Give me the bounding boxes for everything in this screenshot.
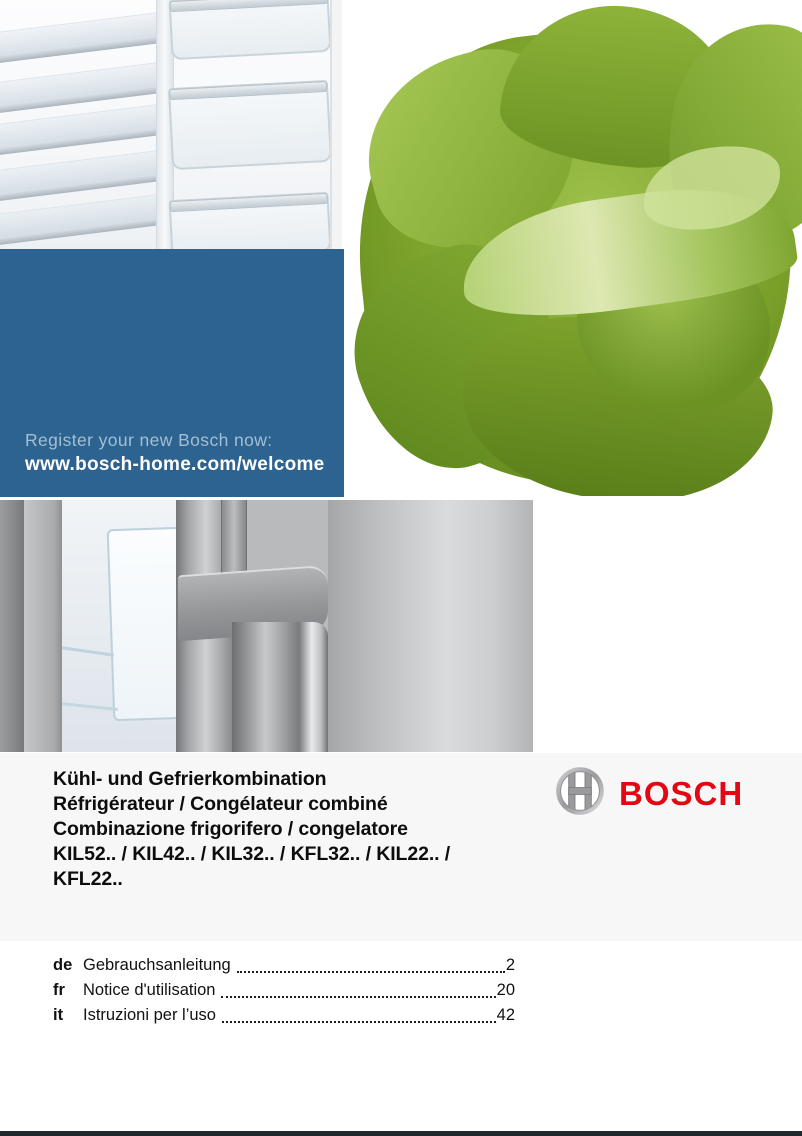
bosch-wordmark: BOSCH <box>619 774 744 812</box>
toc-lang-code: de <box>53 956 73 974</box>
toc-page-number: 20 <box>496 981 515 999</box>
fridge-door-handle-photo <box>0 500 533 752</box>
toc-row-fr <box>53 978 515 1003</box>
register-banner <box>0 249 344 497</box>
toc-lang-code: it <box>53 1006 64 1024</box>
toc-page-number: 2 <box>505 956 515 974</box>
open-door-edge <box>24 500 62 752</box>
toc-dot-leader <box>237 971 505 973</box>
title-line-it: Combinazione frigorifero / congelatore <box>53 818 408 840</box>
toc-row-it <box>53 1003 515 1028</box>
fridge-interior-photo <box>0 0 342 250</box>
door-face <box>328 500 533 752</box>
door-bin <box>169 192 332 250</box>
bottom-bar <box>0 1131 802 1136</box>
door-bin <box>169 0 332 60</box>
door-frame-edge <box>0 500 24 752</box>
toc-label: Notice d'utilisation <box>83 981 216 999</box>
lettuce-photo <box>342 0 802 496</box>
door-handle-bar <box>232 622 328 752</box>
glass-shelf <box>0 11 173 64</box>
bosch-logo <box>556 767 743 820</box>
toc-label: Istruzioni per l’uso <box>83 1006 216 1024</box>
glass-shelf <box>0 149 173 202</box>
toc-page-number: 42 <box>496 1006 515 1024</box>
title-band <box>0 753 802 941</box>
title-line-de: Kühl- und Gefrierkombination <box>53 768 327 790</box>
title-line-fr: Réfrigérateur / Congélateur combiné <box>53 793 388 815</box>
glass-shelf <box>0 103 173 156</box>
toc-dot-leader <box>221 996 495 998</box>
product-title-block <box>53 767 523 892</box>
model-numbers-line2: KFL22.. <box>53 868 123 890</box>
fridge-frame-edge <box>330 0 342 250</box>
door-bin <box>168 80 332 170</box>
toc-row-de <box>53 953 515 978</box>
glass-shelf <box>0 193 173 246</box>
handle-upper-mount <box>221 500 247 578</box>
register-prompt: Register your new Bosch now: <box>25 430 273 450</box>
toc-dot-leader <box>222 1021 496 1023</box>
table-of-contents <box>53 953 515 1028</box>
register-url: www.bosch-home.com/welcome <box>25 454 325 475</box>
toc-lang-code: fr <box>53 981 65 999</box>
bosch-armature-emblem-icon <box>556 767 604 820</box>
toc-label: Gebrauchsanleitung <box>83 956 231 974</box>
model-numbers-line1: KIL52.. / KIL42.. / KIL32.. / KFL32.. / KIL22.. / <box>53 843 451 865</box>
